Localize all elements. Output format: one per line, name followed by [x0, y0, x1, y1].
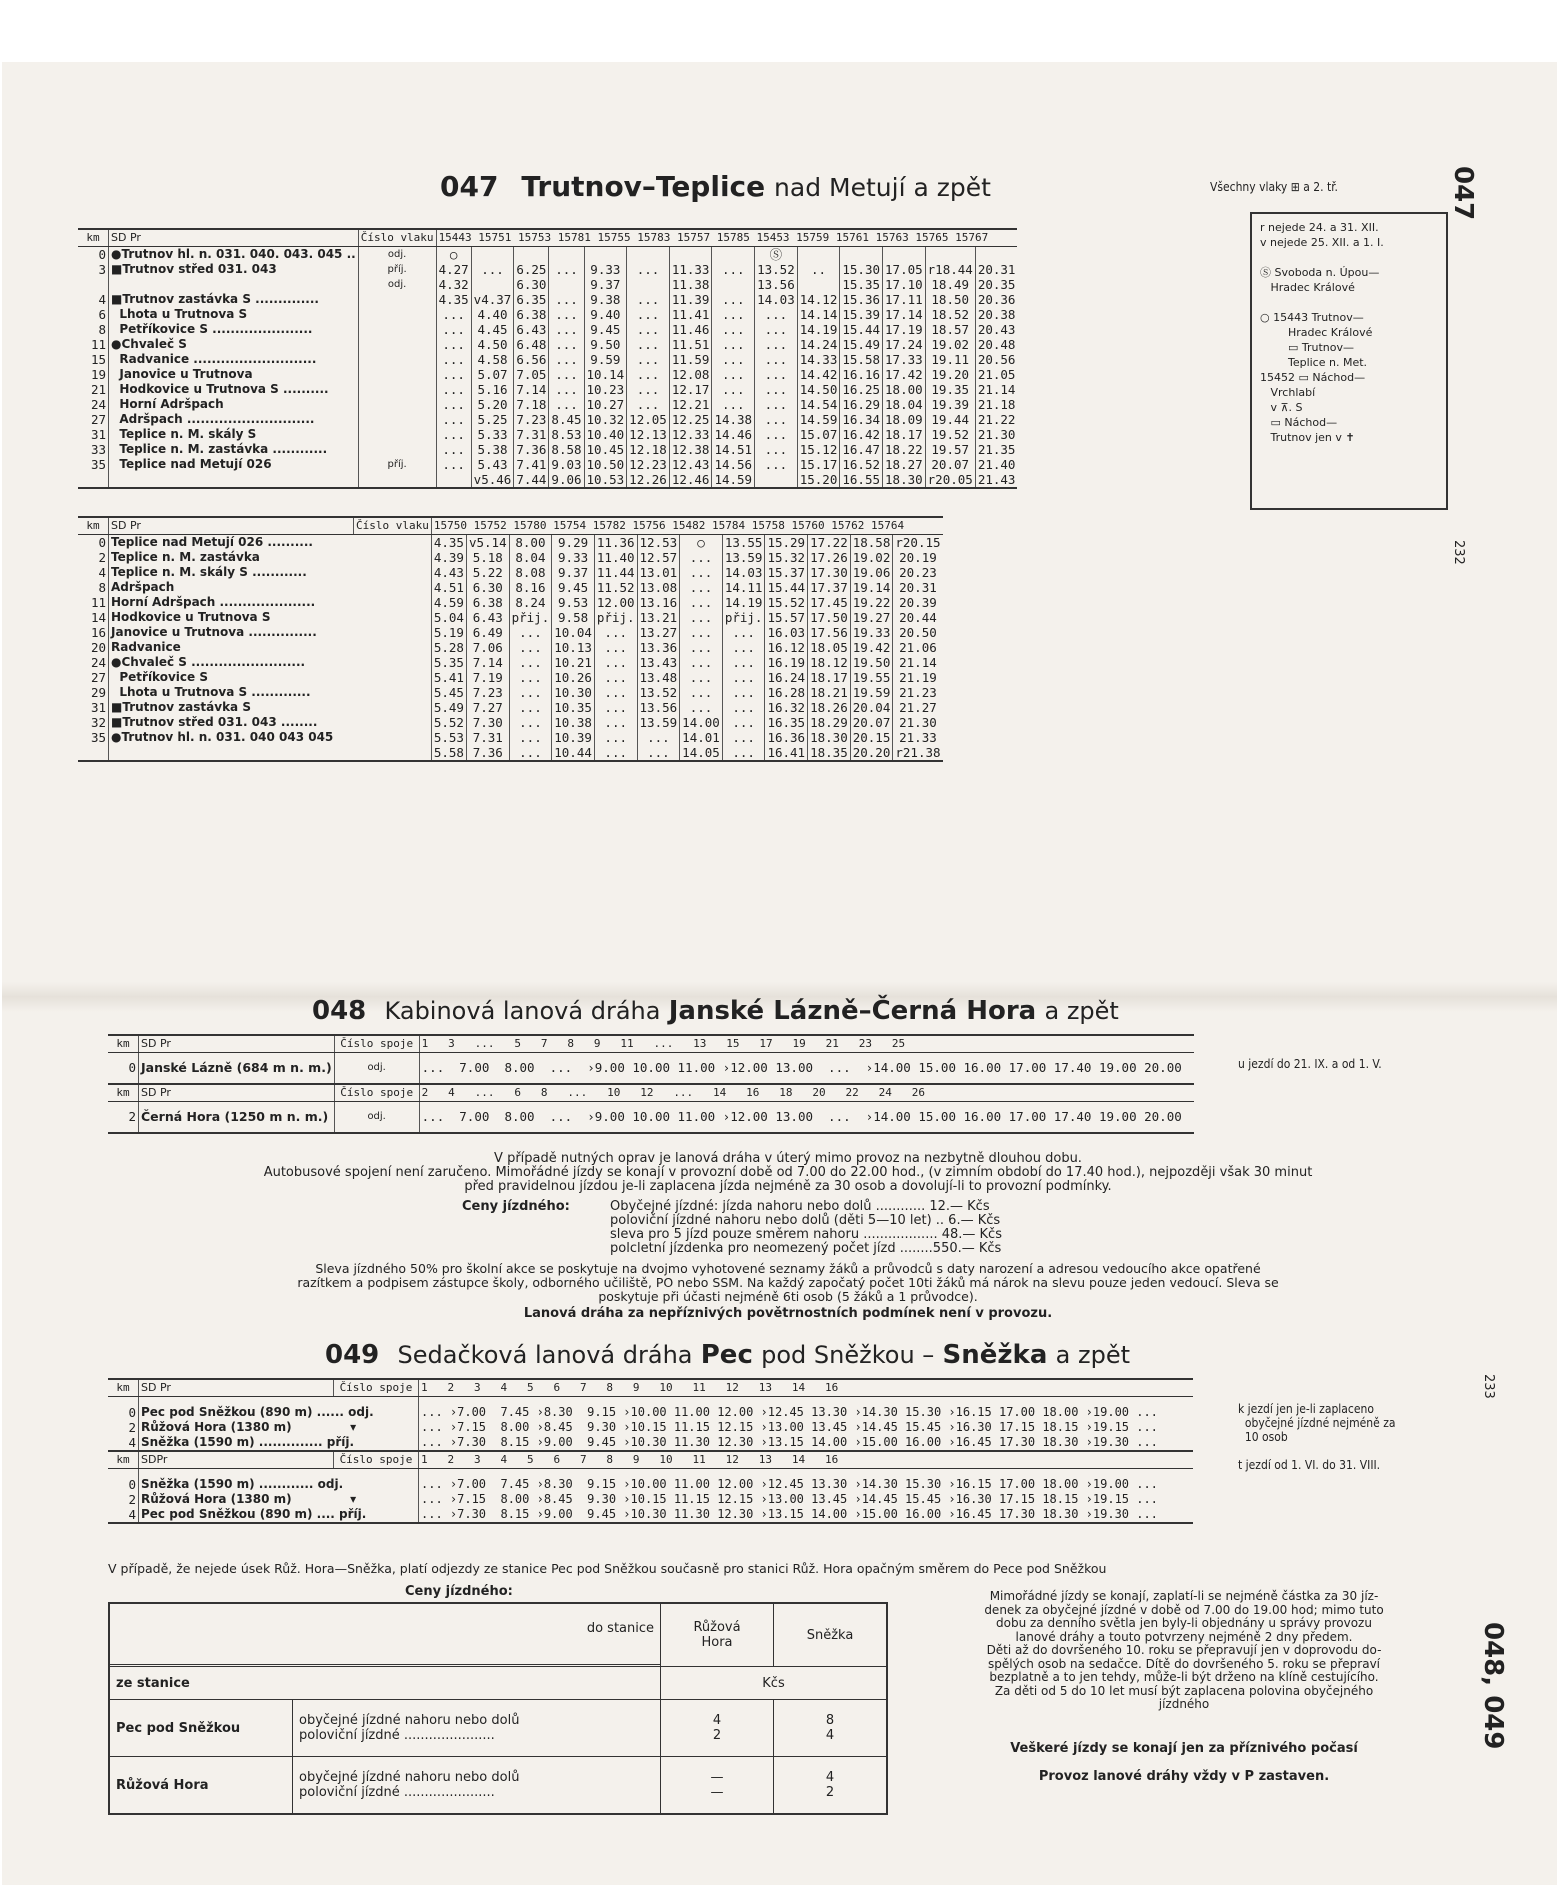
col-stations-label: SDPr — [141, 1453, 168, 1466]
station-list: Teplice nad Metují 026 .......... Teplice n. M. zastávka Teplice n. M. skály S ............ Adršpach Horní Adršpach ..................... Hodkovice u Trutnova S Janovice u Trutnova ............... Radvanice ●Chvaleč S ......................... Petříkovice S Lhota u Trutnova S ............. ■Trutnov zastávka S ■Trutnov střed 031. 043 ........ ●Trutnov hl. n. 031. 040 043 045 — [109, 535, 432, 762]
col-stations — [109, 229, 359, 247]
train-times: 17.05 17.10 17.11 17.14 17.19 17.24 17.33 17.42 18.00 18.04 18.09 18.17 18.22 18.27 18.30 — [883, 247, 926, 489]
table-049-title-d: Sněžka — [942, 1340, 1048, 1370]
table-047-outbound — [78, 228, 1017, 489]
table-047-title — [440, 170, 991, 203]
table-049-stop-note: Provoz lanové dráhy vždy v P zastaven. — [1038, 1769, 1330, 1784]
table-048-title-c: a zpět — [1044, 997, 1119, 1025]
km-value: 2 — [108, 1102, 139, 1134]
km-column: 0 3 4 6 8 11 15 19 21 24 27 31 33 35 — [78, 247, 109, 489]
train-times: 17.22 17.26 17.30 17.37 17.45 17.50 17.56 18.05 18.12 18.17 18.21 18.26 18.29 18.30 18.35 — [808, 535, 851, 762]
table-048-fares-label: Ceny jízdného: — [462, 1199, 570, 1214]
table-048-notes: V případě nutných oprav je lanová dráha v úterý mimo provoz na nezbytně dlouhou dobu. Autobusové spojení není zaručeno. Mimořádné jízdy se konají v provozní době od 7.00 do 22.00 hod., (v zimním období do 17.40 hod.), nejpozději však 30 minut před pravidelnou jízdou je-li zaplacena jízda nejméně za 30 osob a dovolují-li to provozní podmínky. — [263, 1151, 1313, 1194]
train-times: 15.29 15.32 15.37 15.44 15.52 15.57 16.03 16.12 16.19 16.24 16.28 16.32 16.35 16.36 16.41 — [765, 535, 808, 762]
train-times: 15.30 15.35 15.36 15.39 15.44 15.49 15.58 16.16 16.25 16.29 16.34 16.42 16.47 16.52 16.55 — [840, 247, 883, 489]
price-row-pec-ruzova: 4 2 — [661, 1700, 774, 1757]
col-num-label: Číslo spoje — [334, 1084, 419, 1102]
train-numbers: 15443 15751 15753 15781 15755 15783 15757 15785 15453 15759 15761 15763 15765 15767 — [436, 229, 1017, 247]
col-stations — [139, 1084, 335, 1102]
col-stations — [139, 1035, 335, 1053]
table-047-title-rest: nad Metují a zpět — [774, 173, 991, 202]
price-row-ruzova-snezka: 4 2 — [774, 1757, 888, 1815]
margin-page-232: 232 — [1451, 540, 1466, 565]
col-stations-label: SD Pr — [111, 519, 141, 532]
price-row-pec-name: Pec pod Sněžkou — [109, 1700, 293, 1757]
table-047-number: 047 — [440, 170, 499, 203]
train-times: 9.33 9.37 9.38 9.40 9.45 9.50 9.59 10.14 10.23 10.27 10.32 10.40 10.45 10.50 10.53 — [584, 247, 627, 489]
col-num-label: Číslo spoje — [334, 1451, 419, 1469]
price-row-ruzova-ruzova: — — — [661, 1757, 774, 1815]
table-049-number: 049 — [325, 1340, 380, 1370]
table-048-side-note: u jezdí do 21. IX. a od 1. V. — [1238, 1057, 1382, 1071]
col-num-label: Číslo vlaku — [354, 517, 432, 535]
price-col-snezka: Sněžka — [774, 1603, 888, 1667]
price-to-label — [109, 1603, 661, 1665]
station-name: Černá Hora (1250 m n. m.) — [139, 1102, 335, 1134]
table-049-bottom-note: V případě, že nejede úsek Růž. Hora—Sněžka, platí odjezdy ze stanice Pec pod Sněžkou současně pro stanici Růž. Hora opačným směrem do Pece pod Sněžkou — [108, 1561, 1107, 1576]
train-times: ... v4.37 4.40 4.45 4.50 4.58 5.07 5.16 5.20 5.25 5.33 5.38 5.43 v5.46 — [471, 247, 514, 489]
price-row-pec-snezka: 8 4 — [774, 1700, 888, 1757]
table-048-school-note: Sleva jízdného 50% pro školní akce se poskytuje na dvojmo vyhotovené seznamy žáků a průvodců s daty narození a adresou vedoucího akce opatřené razítkem a podpisem zástupce školy, odborného učiliště, PO nebo SSM. Na každý započatý počet 10ti žáků má nárok na slevu pouze jeden vedoucí. Sleva se poskytuje při účasti nejméně 6ti osob (5 žáků a 1 průvodce). — [297, 1261, 1279, 1304]
margin-table-048-049: 048, 049 — [1478, 1622, 1508, 1750]
train-times: 6.25 6.30 6.35 6.38 6.43 6.48 6.56 7.05 7.14 7.18 7.23 7.31 7.36 7.41 7.44 — [514, 247, 549, 489]
km-column: 0 2 4 8 11 14 16 20 24 27 29 31 32 35 — [78, 535, 109, 762]
col-stations-label: SD Pr — [111, 231, 141, 244]
table-047-subtitle: Všechny vlaky ⊞ a 2. tř. — [1210, 180, 1338, 194]
train-times: 9.29 9.33 9.37 9.45 9.53 9.58 10.04 10.13 10.21 10.26 10.30 10.35 10.38 10.39 10.44 — [552, 535, 595, 762]
col-km: km — [108, 1084, 139, 1102]
train-times: ○ ... ... ... ... ... ... ... ... ... ... ... 14.00 14.01 14.05 — [680, 535, 723, 762]
col-num-label: Číslo spoje — [334, 1035, 419, 1053]
station-list: ●Trutnov hl. n. 031. 040. 043. 045 .. ■Trutnov střed 031. 043 ■Trutnov zastávka S .............. Lhota u Trutnova S Petříkovice S ...................... ●Chvaleč S Radvanice ........................... Janovice u Trutnova Hodkovice u Trutnova S .......... Horní Adršpach Adršpach ............................ Teplice n. M. skály S Teplice n. M. zastávka ............ Teplice nad Metují 026 — [109, 247, 359, 489]
train-times: r18.44 18.49 18.50 18.52 18.57 19.02 19.11 19.20 19.35 19.39 19.44 19.52 19.57 20.07 r20.05 — [925, 247, 975, 489]
table-048-weather-note: Lanová dráha za nepříznivých povětrnostních podmínek není v provozu. — [523, 1306, 1053, 1321]
margin-page-233: 233 — [1481, 1374, 1496, 1399]
col-km: km — [108, 1379, 139, 1397]
table-049-title-c: pod Sněžkou – — [761, 1341, 935, 1369]
train-times: 11.36 11.40 11.44 11.52 12.00 přij. ... ... ... ... ... ... ... ... ... — [594, 535, 637, 762]
departure-times: ... ›7.00 7.45 ›8.30 9.15 ›10.00 11.00 12.00 ›12.45 13.30 ›14.30 15.30 ›16.15 17.00 18.00 ›19.00 ... ... ›7.15 8.00 ›8.45 9.30 ›10.15 11.15 12.15 ›13.00 13.45 ›14.45 15.45 ›16.30 17.15 18.15 ›19.15 ... ... ›7.30 8.15 ›9.00 9.45 ›10.30 11.30 12.30 ›13.15 14.00 ›15.00 16.00 ›16.45 17.30 18.30 ›19.30 ... — [419, 1469, 1194, 1524]
margin-table-047: 047 — [1448, 166, 1478, 221]
table-049-price-title: Ceny jízdného: — [405, 1584, 513, 1599]
arr-dep-marker: odj. — [334, 1053, 419, 1085]
train-times: ... ... ... ... ... ... ... ... ... 12.05 12.13 12.18 12.23 12.26 — [627, 247, 670, 489]
km-value: 0 — [128, 1060, 136, 1075]
table-047-return — [78, 516, 943, 762]
arr-dep-marker: odj. — [334, 1102, 419, 1134]
departure-times: ... 7.00 8.00 ... ›9.00 10.00 11.00 ›12.00 13.00 ... ›14.00 15.00 16.00 17.00 17.40 19.00 20.00 — [419, 1102, 1194, 1134]
price-to-text: do stanice — [586, 1621, 654, 1636]
connection-numbers: 1 3 ... 5 7 8 9 11 ... 13 15 17 19 21 23 25 — [419, 1035, 1194, 1053]
table-048-fares: Obyčejné jízdné: jízda nahoru nebo dolů ............ 12.— Kčs poloviční jízdné nahoru nebo dolů (děti 5—10 let) .. 6.— Kčs sleva pro 5 jízd pouze směrem nahoru .................. 48.— Kčs polcletní jízdenka pro neomezený počet jízd ........550.— Kčs — [610, 1199, 1002, 1256]
train-times: Ⓢ 13.52 13.56 14.03 ... ... ... ... ... ... ... ... ... ... ... — [755, 247, 798, 489]
train-times: ○ 4.27 4.32 4.35 ... ... ... ... ... ... ... ... ... ... ... — [436, 247, 471, 489]
col-stations-label: SD Pr — [141, 1037, 171, 1050]
train-times: 12.53 12.57 13.01 13.08 13.16 13.21 13.27 13.36 13.43 13.48 13.52 13.56 13.59 ... ... — [637, 535, 680, 762]
train-numbers: 15750 15752 15780 15754 15782 15756 15482 15784 15758 15760 15762 15764 — [431, 517, 942, 535]
col-km: km — [78, 517, 109, 535]
table-047-side-notes: r nejede 24. a 31. XII. v nejede 25. XII. a 1. I. Ⓢ Svoboda n. Úpou— Hradec Králové ○ 15443 Trutnov— Hradec Králové ▭ Trutnov— Teplice n. Met. 15452 ▭ Náchod— Vrchlabí v ⊼. S ▭ Náchod— Trutnov jen v ✝ — [1250, 212, 1448, 510]
table-049-title-b: Pec — [700, 1340, 753, 1370]
table-049-title-a: Sedačková lanová dráha — [397, 1341, 693, 1369]
table-048-title — [312, 996, 1119, 1026]
train-times: v5.14 5.18 5.22 6.30 6.38 6.43 6.49 7.06 7.14 7.19 7.23 7.27 7.30 7.31 7.36 — [466, 535, 509, 762]
km-column: 0 2 4 — [128, 1405, 136, 1450]
col-stations — [109, 517, 354, 535]
connection-numbers: 1 2 3 4 5 6 7 8 9 10 11 12 13 14 16 — [419, 1451, 1194, 1469]
station-name: Janské Lázně (684 m n. m.) — [139, 1053, 335, 1085]
km-column: 0 2 4 — [108, 1469, 139, 1524]
train-times: ... ... ... ... ... ... ... ... ... 14.38 14.46 14.51 14.56 14.59 — [712, 247, 755, 489]
station-list: Sněžka (1590 m) ............ odj. Růžová Hora (1380 m) ▾ Pec pod Sněžkou (890 m) .... příj. — [139, 1469, 419, 1524]
train-times: 18.58 19.02 19.06 19.14 19.22 19.27 19.33 19.42 19.50 19.55 19.59 20.04 20.07 20.15 20.20 — [850, 535, 893, 762]
station-list: Pec pod Sněžkou (890 m) ...... odj. Růžová Hora (1380 m) ▾ Sněžka (1590 m) .............. příj. — [139, 1397, 419, 1452]
table-047-title-bold: Trutnov–Teplice — [521, 170, 766, 203]
table-049-side-notes: k jezdí jen je-li zaplaceno obyčejné jízdné nejméně za 10 osob t jezdí od 1. VI. do 31. VIII. — [1238, 1402, 1396, 1472]
col-num-label: Číslo vlaku — [358, 229, 436, 247]
arr-dep-markers: odj. příj. odj. příj. — [358, 247, 436, 489]
train-times: 4.35 4.39 4.43 4.51 4.59 5.04 5.19 5.28 5.35 5.41 5.45 5.49 5.52 5.53 5.58 — [431, 535, 466, 762]
col-stations-label: SD Pr — [141, 1086, 171, 1099]
price-row-pec-desc: obyčejné jízdné nahoru nebo dolů poloviční jízdné ...................... — [293, 1700, 661, 1757]
col-stations — [139, 1379, 334, 1397]
table-049-title-e: a zpět — [1055, 1341, 1130, 1369]
price-from-label: ze stanice — [109, 1667, 661, 1700]
price-row-ruzova-desc: obyčejné jízdné nahoru nebo dolů poloviční jízdné ...................... — [293, 1757, 661, 1815]
col-stations — [139, 1451, 334, 1469]
price-table — [108, 1602, 888, 1815]
col-km: km — [108, 1035, 139, 1053]
table-049-right-notes: Mimořádné jízdy se konají, zaplatí-li se nejméně částka za 30 jíz- denek za obyčejné jízdné v době od 7.00 do 19.00 hod; mimo tuto dobu za denního světla jen byly-li objednány u správy provozu lanové dráhy a touto potvrzeny nejméně 2 dny předem. Děti až do dovršeného 10. roku se přepravují jen v doprovodu do- spělých osob na sedačce. Dítě do dovršeného 5. roku se přepraví bezplatně a to jen tehdy, může-li být drženo na klíně cestujícího. Za děti od 5 do 10 let musí být zaplacena polovina obyčejného jízdného — [984, 1589, 1384, 1711]
departure-times: ... 7.00 8.00 ... ›9.00 10.00 11.00 ›12.00 13.00 ... ›14.00 15.00 16.00 17.00 17.40 19.00 20.00 — [419, 1053, 1194, 1085]
col-stations-label: SD Pr — [141, 1381, 171, 1394]
table-049 — [108, 1378, 1193, 1524]
price-currency: Kčs — [661, 1667, 888, 1700]
departure-times: ... ›7.00 7.45 ›8.30 9.15 ›10.00 11.00 12.00 ›12.45 13.30 ›14.30 15.30 ›16.15 17.00 18.00 ›19.00 ... ... ›7.15 8.00 ›8.45 9.30 ›10.15 11.15 12.15 ›13.00 13.45 ›14.45 15.45 ›16.30 17.15 18.15 ›19.15 ... ... ›7.30 8.15 ›9.00 9.45 ›10.30 11.30 12.30 ›13.15 14.00 ›15.00 16.00 ›16.45 17.30 18.30 ›19.30 ... — [419, 1397, 1194, 1452]
train-times: ... ... ... ... ... ... ... ... ... 8.45 8.53 8.58 9.03 9.06 — [549, 247, 584, 489]
col-km: km — [78, 229, 109, 247]
table-048-number: 048 — [312, 996, 367, 1026]
connection-numbers: 1 2 3 4 5 6 7 8 9 10 11 12 13 14 16 — [419, 1379, 1194, 1397]
train-times: 13.55 13.59 14.03 14.11 14.19 přij. ... ... ... ... ... ... ... ... ... — [722, 535, 765, 762]
table-048 — [108, 1034, 1194, 1134]
table-049-fair-weather: Veškeré jízdy se konají jen za příznivého počasí — [1010, 1741, 1358, 1756]
connection-numbers: 2 4 ... 6 8 ... 10 12 ... 14 16 18 20 22 24 26 — [419, 1084, 1194, 1102]
train-times: .. 14.12 14.14 14.19 14.24 14.33 14.42 14.50 14.54 14.59 15.07 15.12 15.17 15.20 — [797, 247, 840, 489]
train-times: 8.00 8.04 8.08 8.16 8.24 přij. ... ... ... ... ... ... ... ... ... — [509, 535, 552, 762]
train-times: r20.15 20.19 20.23 20.31 20.39 20.44 20.50 21.06 21.14 21.19 21.23 21.27 21.30 21.33 r21.38 — [893, 535, 943, 762]
train-times: 20.31 20.35 20.36 20.38 20.43 20.48 20.56 21.05 21.14 21.18 21.22 21.30 21.35 21.40 21.43 — [975, 247, 1017, 489]
price-row-ruzova-name: Růžová Hora — [109, 1757, 293, 1815]
table-048-title-a: Kabinová lanová dráha — [384, 997, 661, 1025]
table-048-title-b: Janské Lázně–Černá Hora — [668, 996, 1037, 1026]
col-num-label: Číslo spoje — [334, 1379, 419, 1397]
col-km: km — [108, 1451, 139, 1469]
price-col-ruzova: Růžová Hora — [661, 1603, 774, 1667]
train-times: 11.33 11.38 11.39 11.41 11.46 11.51 11.59 12.08 12.17 12.21 12.25 12.33 12.38 12.43 12.46 — [669, 247, 712, 489]
table-049-title — [325, 1340, 1130, 1370]
